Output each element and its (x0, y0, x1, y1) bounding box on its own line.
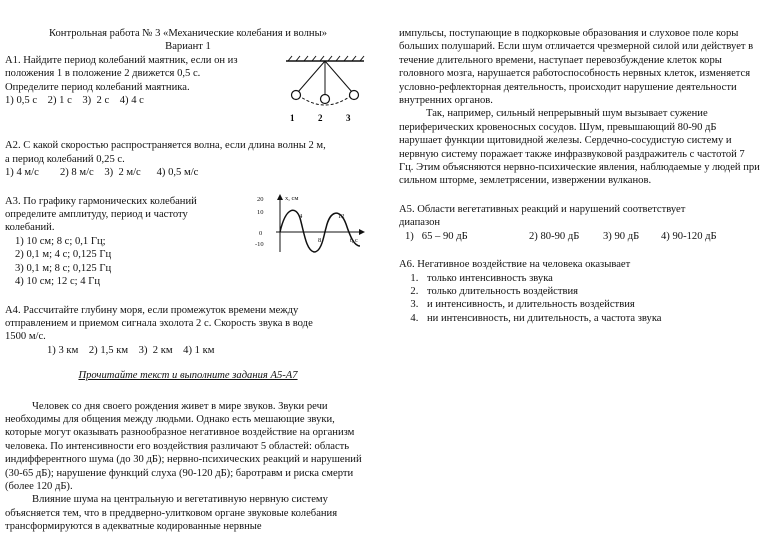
a3-option-2: 2) 0,1 м; 4 с; 0,125 Гц (15, 249, 112, 261)
question-a5 (399, 203, 761, 243)
oscillation-curve (280, 210, 360, 252)
question-a2 (5, 139, 371, 179)
pendulum-label-2: 2 (318, 113, 323, 123)
reading-text-paragraph-2: Влияние шума на центральную и вегетативную нервную систему объясняется тем, что в преддверно-улитковом органе звуковые колебания трансформируются в адекватные кодированные нервные (5, 494, 338, 533)
a1-line-1: А1. Найдите период колебаний маятник, если он из (5, 54, 238, 66)
graph-y-tick-20: 20 (257, 196, 264, 203)
graph-t-label-8: 8 (318, 237, 322, 244)
graph-t-axis-label: t, с (350, 237, 358, 244)
a3-line-1: А3. По графику гармонических колебаний (5, 195, 197, 207)
graph-t-label-12: 12 (338, 213, 345, 220)
pendulum-figure (280, 55, 370, 125)
a4-answers: 1) 3 км 2) 1,5 км 3) 2 км 4) 1 км (47, 344, 215, 356)
reading-text-paragraph-1: Человек со дня своего рождения живет в мире звуков. Звуки речи необходимы для общения между людьми. Однако есть мешающие звуки, которые могут оказывать разнообразное негативное воздействие на организм человека. По интенсивности его воздействия различают 5 областей: область индифферентного шума (до 30 дБ); нервно-психических реакций и нарушений (30-65 дБ); нарушение функций слуха (90-120 дБ); баротравм и риска смерти (более 120 дБ). (5, 400, 362, 492)
a2-answers: 1) 4 м/с 2) 8 м/с 3) 2 м/с 4) 0,5 м/с (5, 167, 199, 179)
a6-option-2: 2. только длительность воздействия (421, 285, 761, 298)
pendulum-label-3: 3 (346, 113, 351, 123)
question-a6 (399, 258, 761, 325)
a5-option-1: 1) 65 – 90 дБ (405, 230, 468, 242)
a2-line-2: а период колебаний 0,25 с. (5, 153, 125, 165)
test-title: Контрольная работа № 3 «Механические колебания и волны» (48, 28, 328, 39)
a3-option-1: 1) 10 см; 8 с; 0,1 Гц; (15, 235, 106, 247)
pendulum-label-1: 1 (290, 113, 295, 123)
graph-y-tick-neg10: -10 (255, 241, 264, 248)
a3-option-3: 3) 0,1 м; 8 с; 0,125 Гц (15, 262, 112, 274)
question-a4 (5, 304, 371, 358)
a6-options (399, 272, 761, 326)
a5-option-4: 4) 90-120 дБ (661, 230, 717, 242)
graph-y-tick-0: 0 (259, 230, 263, 237)
a4-line-1: А4. Рассчитайте глубину моря, если промежуток времени между (5, 304, 299, 316)
a1-line-2: положения 1 в положение 2 движется 0,5 с. (5, 68, 201, 80)
a4-line-3: 1500 м/с. (5, 331, 46, 343)
a6-option-1: 1. только интенсивность звука (421, 272, 761, 285)
oscillation-graph (254, 190, 369, 260)
section-heading: Прочитайте текст и выполните задания А5-А7 (78, 370, 298, 382)
a5-line-1: А5. Области вегетативных реакций и нарушений соответствует (399, 203, 686, 215)
reading-text-paragraph-4: Так, например, сильный непрерывный шум вызывает сужение периферических кровеносных сосудов. Шум, превышающий 80-90 дБ нарушает функции щитовидной железы. Сердечно-сосудистую систему и нервную систему поражает также инфразвуковой раздражитель с частотой 7 Гц. Этим объясняются нервно-психические явления, наблюдаемые у людей при сильном шторме, землетрясении, извержении вулканов. (399, 108, 760, 187)
a1-line-3: Определите период колебаний маятника. (5, 81, 190, 93)
a3-line-3: колебаний. (5, 222, 55, 234)
a6-option-3: 3. и интенсивность, и длительность воздействия (421, 298, 761, 311)
a5-option-2: 2) 80-90 дБ (529, 230, 580, 242)
right-column (399, 27, 761, 325)
reading-text-paragraph-3: импульсы, поступающие в подкорковые образования и слуховое поле коры больших полушарий. Если шум отличается чрезмерной силой или действует в течение длительного времени, наступает перевозбуждение клеток коры головного мозга, нарушается работоспособность нервных клеток, изменяется условно-рефлекторная деятельность, происходит нарушение деятельности внутренних органов. (399, 28, 754, 107)
a5-option-3: 3) 90 дБ (603, 230, 640, 242)
a3-option-4: 4) 10 см; 12 с; 4 Гц (15, 276, 100, 288)
graph-t-label-4: 4 (299, 213, 303, 220)
a5-line-2: диапазон (399, 217, 441, 229)
a4-line-2: отправлением и приемом сигнала эхолота 2 с. Скорость звука в воде (5, 317, 313, 329)
graph-y-axis-label: х, см (285, 195, 299, 202)
a5-options (399, 230, 761, 243)
graph-y-tick-10: 10 (257, 209, 264, 216)
a3-line-2: определите амплитуду, период и частоту (5, 209, 188, 221)
variant-label: Вариант 1 (165, 41, 211, 53)
a1-answers: 1) 0,5 с 2) 1 с 3) 2 с 4) 4 с (5, 95, 144, 107)
a2-line-1: А2. С какой скоростью распространяется волна, если длина волны 2 м, (5, 140, 326, 152)
a6-option-4: 4. ни интенсивность, ни длительность, а частота звука (421, 312, 761, 325)
a6-question: А6. Негативное воздействие на человека оказывает (399, 259, 631, 271)
